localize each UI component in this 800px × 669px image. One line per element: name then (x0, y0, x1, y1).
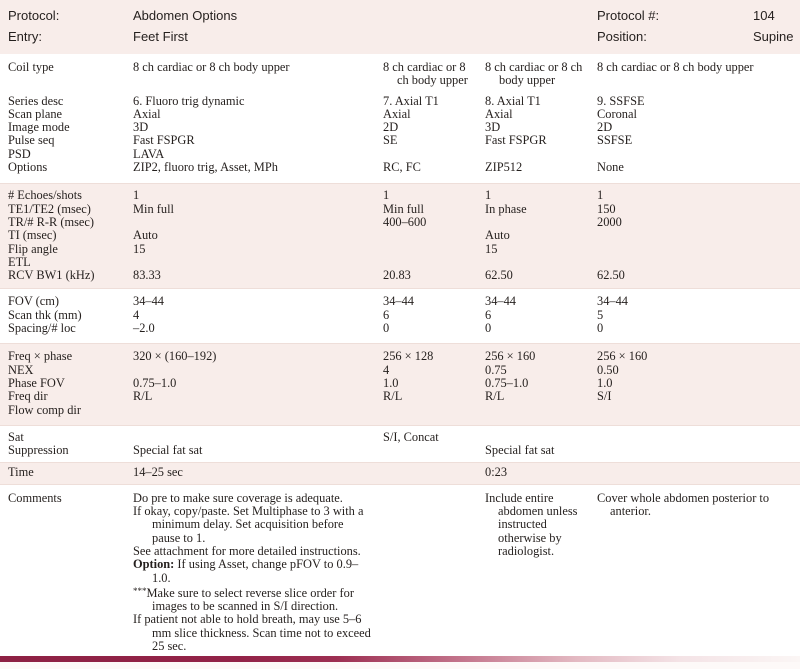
table-section (0, 289, 800, 343)
cell: 6 (383, 307, 390, 322)
cell: 3D (133, 120, 149, 135)
cell (133, 364, 383, 377)
table-row (0, 61, 800, 88)
cell: 256 × 128 (383, 349, 434, 364)
comment-paragraph: Do pre to make sure coverage is adequate. (133, 490, 343, 505)
cell: In phase (485, 201, 527, 216)
comment-paragraph: ***Make sure to select reverse slice order for images to be scanned in S/I direction. (133, 585, 354, 614)
cell: 15 (133, 241, 146, 256)
cell: Auto (485, 228, 510, 243)
cell (383, 229, 485, 242)
row-label: Freq dir (8, 389, 48, 404)
table-row (0, 322, 800, 335)
cell: 6. Fluoro trig dynamic (133, 93, 245, 108)
comment-bold-prefix: Option: (133, 557, 175, 572)
protocol-label: Protocol: (8, 8, 60, 23)
cell: 6 (485, 307, 492, 322)
row-label: # Echoes/shots (8, 188, 82, 203)
cell: SSFSE (597, 133, 633, 148)
table-row (0, 431, 800, 444)
cell: Fast FSPGR (133, 133, 195, 148)
protocol-number-value: 104 (753, 8, 775, 23)
cell: 150 (597, 201, 616, 216)
cell (597, 229, 800, 242)
row-label: FOV (cm) (8, 294, 60, 309)
cell (597, 404, 800, 417)
row-label: Sat (8, 429, 24, 444)
table-row (0, 269, 800, 282)
table-section (0, 343, 800, 425)
cell (133, 404, 383, 417)
cell: 34–44 (597, 294, 628, 309)
cell: 256 × 160 (485, 349, 536, 364)
cell: 1 (597, 188, 604, 203)
cell: 14–25 sec (133, 465, 183, 480)
protocol-header (0, 0, 800, 54)
cell: 62.50 (597, 268, 625, 283)
cell (597, 148, 800, 161)
row-label: Suppression (8, 443, 69, 458)
comments-main (133, 492, 383, 654)
table-row (0, 444, 800, 457)
row-label: Image mode (8, 120, 70, 135)
cell: Special fat sat (133, 443, 203, 458)
cell (383, 243, 485, 256)
cell (597, 466, 800, 479)
table-section (0, 462, 800, 484)
row-label: Options (8, 160, 48, 175)
cell: 2D (597, 120, 613, 135)
header-row-entry (0, 26, 800, 47)
cell: 83.33 (133, 268, 161, 283)
cell (133, 256, 383, 269)
cell: Axial (383, 106, 411, 121)
cell: 256 × 160 (597, 349, 648, 364)
cell: 3D (485, 120, 501, 135)
cell (383, 404, 485, 417)
cell (485, 404, 597, 417)
cell: ZIP2, fluoro trig, Asset, MPh (133, 160, 278, 175)
row-label: TR/# R-R (msec) (8, 214, 95, 229)
cell (597, 431, 800, 444)
cell (485, 148, 597, 161)
cell: Special fat sat (485, 443, 555, 458)
cell: –2.0 (133, 321, 155, 336)
table-row (0, 95, 800, 108)
row-label: Pulse seq (8, 133, 55, 148)
comments-col4: Include entire abdomen unless instructed otherwise by radiologist. (485, 490, 578, 558)
protocol-table (0, 54, 800, 485)
protocol-number-label: Protocol #: (597, 8, 660, 23)
row-label: Flip angle (8, 241, 58, 256)
protocol-value: Abdomen Options (133, 8, 238, 23)
cell: 1.0 (383, 375, 399, 390)
table-row (0, 134, 800, 147)
cell (597, 256, 800, 269)
table-row (0, 229, 800, 242)
cell: 34–44 (133, 294, 164, 309)
cell: LAVA (133, 146, 165, 161)
table-row (0, 295, 800, 308)
row-label: Spacing/# loc (8, 321, 76, 336)
comment-paragraph: If patient not able to hold breath, may use 5–6 mm slice thickness. Scan time not to exceed 25 sec. (133, 612, 371, 653)
row-label: Scan plane (8, 106, 63, 121)
cell: 0 (597, 321, 604, 336)
cell: S/I, Concat (383, 429, 439, 444)
cell: RC, FC (383, 160, 421, 175)
cell: Axial (485, 106, 513, 121)
table-section (0, 426, 800, 463)
row-label: Scan thk (mm) (8, 307, 82, 322)
cell: R/L (485, 389, 505, 404)
table-row (0, 121, 800, 134)
cell: Auto (133, 228, 158, 243)
cell: S/I (597, 389, 612, 404)
row-label: TE1/TE2 (msec) (8, 201, 91, 216)
cell: 400–600 (383, 214, 427, 229)
cell: 1 (485, 188, 492, 203)
cell: 34–44 (485, 294, 516, 309)
table-row (0, 243, 800, 256)
table-row (0, 309, 800, 322)
table-row (0, 203, 800, 216)
cell (383, 444, 485, 457)
cell: 0.50 (597, 362, 619, 377)
cell: 4 (133, 307, 140, 322)
table-row (0, 216, 800, 229)
row-label: NEX (8, 362, 34, 377)
table-row (0, 364, 800, 377)
cell: 1 (383, 188, 390, 203)
position-value: Supine (753, 29, 794, 44)
table-section (0, 183, 800, 289)
table-row (0, 148, 800, 161)
cell: 1 (133, 188, 140, 203)
cell: 2000 (597, 214, 622, 229)
cell: 7. Axial T1 (383, 93, 439, 108)
header-row-protocol (0, 5, 800, 26)
row-label: RCV BW1 (kHz) (8, 268, 95, 283)
comments-col5: Cover whole abdomen posterior to anterior. (597, 490, 770, 519)
row-label: Phase FOV (8, 375, 65, 390)
cell: 8 ch cardiac or 8 ch body upper (383, 60, 468, 88)
cell: 0.75–1.0 (133, 375, 177, 390)
cell (485, 256, 597, 269)
row-label: Comments (8, 490, 62, 505)
cell: Min full (383, 201, 424, 216)
row-label: ETL (8, 254, 31, 269)
cell: 8 ch cardiac or 8 ch body upper (597, 60, 754, 74)
table-row (0, 256, 800, 269)
entry-value: Feet First (133, 29, 188, 44)
table-row (0, 466, 800, 479)
cell: 8 ch cardiac or 8 ch body upper (133, 60, 290, 74)
cell: R/L (383, 389, 403, 404)
cell: 9. SSFSE (597, 93, 645, 108)
cell: 8. Axial T1 (485, 93, 541, 108)
table-row (0, 161, 800, 174)
cell: 0:23 (485, 465, 508, 480)
comment-paragraph: Option: If using Asset, change pFOV to 0.9–1.0. (133, 557, 359, 585)
table-row (0, 350, 800, 363)
cell: 8 ch cardiac or 8 ch body upper (485, 60, 583, 88)
comments-col3 (383, 492, 485, 654)
cell: 0.75–1.0 (485, 375, 529, 390)
cell: 62.50 (485, 268, 513, 283)
cell: Coronal (597, 106, 637, 121)
entry-label: Entry: (8, 29, 42, 44)
table-row (0, 404, 800, 417)
table-section (0, 54, 800, 183)
cell: 0 (485, 321, 492, 336)
row-label: TI (msec) (8, 228, 57, 243)
cell: 4 (383, 362, 390, 377)
comments-section (0, 485, 800, 656)
cell (133, 216, 383, 229)
table-row (0, 108, 800, 121)
asterisk-marker: *** (133, 585, 147, 596)
cell: 0.75 (485, 362, 507, 377)
cell (597, 243, 800, 256)
table-row (0, 189, 800, 202)
cell (597, 444, 800, 457)
row-label: Time (8, 465, 34, 480)
cell (383, 466, 485, 479)
cell: Axial (133, 106, 161, 121)
row-label: PSD (8, 146, 31, 161)
cell (485, 431, 597, 444)
cell: 2D (383, 120, 399, 135)
cell: SE (383, 133, 398, 148)
position-label: Position: (597, 29, 647, 44)
row-label: Series desc (8, 93, 64, 108)
cell: Min full (133, 201, 174, 216)
cell: 34–44 (383, 294, 414, 309)
cell (383, 256, 485, 269)
row-label: Flow comp dir (8, 402, 81, 417)
cell (383, 148, 485, 161)
cell: 1.0 (597, 375, 613, 390)
cell (485, 216, 597, 229)
cell: 5 (597, 307, 604, 322)
cell: ZIP512 (485, 160, 523, 175)
cell: 0 (383, 321, 390, 336)
footer-margin (0, 662, 800, 669)
cell: 20.83 (383, 268, 411, 283)
comment-paragraph: See attachment for more detailed instructions. (133, 543, 361, 558)
cell (133, 431, 383, 444)
row-label: Coil type (8, 60, 54, 74)
row-label: Freq × phase (8, 349, 73, 364)
table-row (0, 390, 800, 403)
cell: None (597, 160, 624, 175)
cell: 15 (485, 241, 498, 256)
cell: 320 × (160–192) (133, 349, 217, 364)
cell: R/L (133, 389, 153, 404)
cell: Fast FSPGR (485, 133, 547, 148)
comments-row (0, 492, 800, 654)
comment-paragraph: If okay, copy/paste. Set Multiphase to 3 with a minimum delay. Set acquisition before pause to 1. (133, 504, 364, 545)
table-row (0, 377, 800, 390)
